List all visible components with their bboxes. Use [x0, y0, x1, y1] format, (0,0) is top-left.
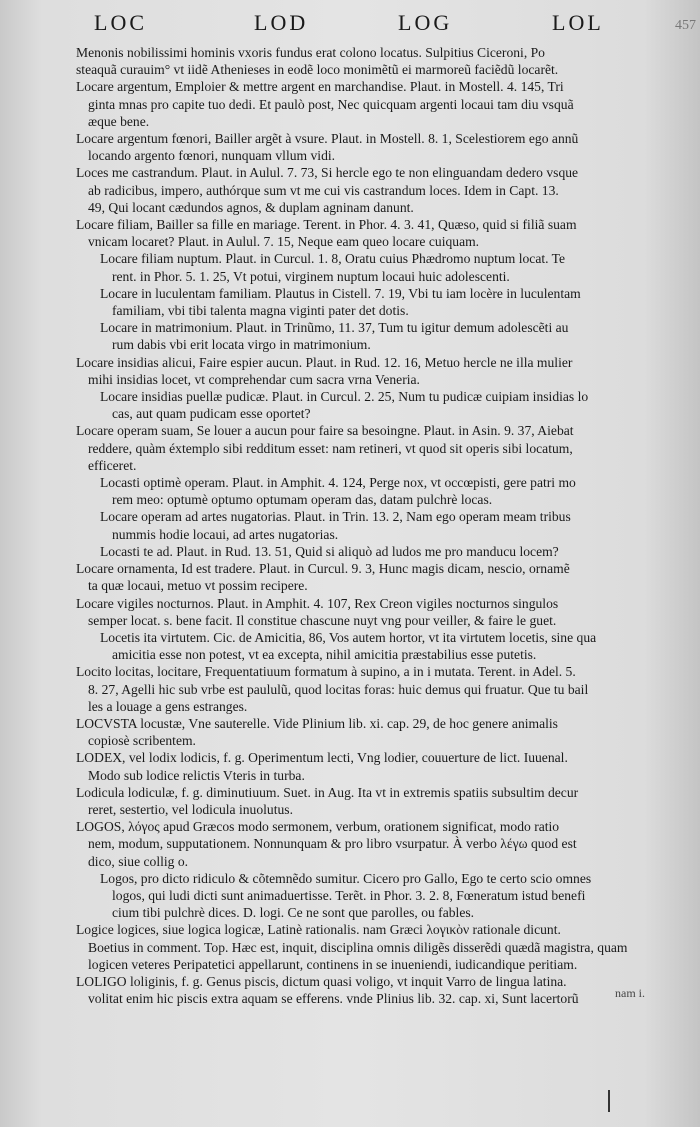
text-line: Locare argentum, Emploier & mettre argent en marchandise. Plaut. in Mostell. 4. 145, Tri — [76, 79, 564, 95]
text-line: 8. 27, Agelli hic sub vrbe est paululũ, quod locitas foras: huic demus qui fruatur. Que tu bail — [88, 681, 589, 697]
running-head-3: LOG — [398, 10, 453, 35]
text-line: dico, siue collig o. — [88, 853, 189, 869]
text-line: Locetis ita virtutem. Cic. de Amicitia, 86, Vos autem hortor, vt ita virtutem locetis, sine qua — [100, 629, 597, 645]
text-line: Locare insidias alicui, Faire espier aucun. Plaut. in Rud. 12. 16, Metuo hercle ne illa mulier — [76, 354, 573, 370]
text-line: æque bene. — [88, 113, 150, 129]
text-line: LOCVSTA locustæ, Vne sauterelle. Vide Plinium lib. xi. cap. 29, de hoc genere animalis — [76, 715, 558, 731]
text-line: vnicam locaret? Plaut. in Aulul. 7. 15, Neque eam queo locare cuiquam. — [88, 234, 480, 250]
text-line: rum dabis vbi erit locata virgo in matrimonium. — [112, 337, 371, 353]
text-line: Logice logices, siue logica logicæ, Latinè rationalis. nam Græci λογικὸν rationale dicunt. — [76, 922, 561, 938]
catchword: nam i. — [615, 986, 645, 1000]
text-line: locando argento fœnori, nunquam vllum vidi. — [88, 148, 336, 164]
text-line: logos, qui ludi dicti sunt animaduertisse. Terẽt. in Phor. 3. 2. 8, Fœneratum istud benefi — [112, 887, 586, 903]
text-line: Locare operam suam, Se louer a aucun pour faire sa besoingne. Plaut. in Asin. 9. 37, Aiebat — [76, 423, 574, 439]
text-line: les a louage a gens estranges. — [88, 698, 248, 714]
text-line: reret, sestertio, vel lodicula inuolutus. — [88, 801, 293, 817]
text-line: Locasti optimè operam. Plaut. in Amphit. 4. 124, Perge nox, vt occœpisti, gere patri mo — [100, 475, 576, 491]
text-line: nem, modum, supputationem. Nonnunquam & pro libro vsurpatur. À verbo λέγω quod est — [88, 836, 577, 852]
text-line: logicen veteres Peripatetici appellarunt, continens in se inueniendi, iudicandique peritiam. — [88, 956, 578, 972]
running-head — [0, 10, 700, 40]
text-line: steaquã curauim° vt iidẽ Athenieses in eodẽ loco monimẽtũ ei marmoreũ faciẽdũ locarẽt. — [76, 62, 559, 78]
text-line: Boetius in comment. Top. Hæc est, inquit, disciplina omnis diligẽs disserẽdi quædã magistra, quam — [88, 939, 628, 955]
text-line: Locare operam ad artes nugatorias. Plaut. in Trin. 13. 2, Nam ego operam meam tribus — [100, 509, 571, 525]
text-line: Modo sub lodice relictis Vteris in turba. — [88, 767, 305, 783]
text-line: LODEX, vel lodix lodicis, f. g. Operimentum lecti, Vng lodier, couuerture de lict. Iuuenal. — [76, 750, 568, 766]
text-line: volitat enim hic piscis extra aquam se efferens. vnde Plinius lib. 32. cap. xi, Sunt lacertorũ — [88, 991, 579, 1007]
running-head-1: LOC — [94, 10, 147, 35]
text-line: ab radicibus, impero, authórque sum vt me cui vis castrandum loces. Idem in Capt. 13. — [88, 182, 559, 198]
text-line: Locare filiam, Bailler sa fille en mariage. Terent. in Phor. 4. 3. 41, Quæso, quid si filiã suam — [76, 217, 577, 233]
text-line: Locare insidias puellæ pudicæ. Plaut. in Curcul. 2. 25, Num tu pudicæ cuipiam insidias lo — [100, 389, 589, 405]
text-line: Loces me castrandum. Plaut. in Aulul. 7. 73, Si hercle ego te non elinguandam dedero vsque — [76, 165, 579, 181]
text-line: cium tibi pulchrè dices. D. logi. Ce ne sont que parolles, ou fables. — [112, 905, 475, 921]
running-head-2: LOD — [254, 10, 309, 35]
text-line: amicitia esse non potest, vt ea excepta, nihil amicitia præstabilius esse putetis. — [112, 647, 537, 663]
page-number: 457 — [675, 18, 696, 33]
text-line: Lodicula lodiculæ, f. g. diminutiuum. Suet. in Aug. Ita vt in extremis spatiis subsultim decur — [76, 784, 579, 800]
text-line: copiosè scribentem. — [88, 733, 196, 749]
text-line: Locare vigiles nocturnos. Plaut. in Amphit. 4. 107, Rex Creon vigiles nocturnos singulos — [76, 595, 559, 611]
text-line: semper locat. s. bene facit. Il constitue chascune nuyt vng pour veiller, & faire le guet. — [88, 612, 557, 628]
text-line: reddere, quàm éxtemplo sibi redditum esset: nam retineri, vt quod sit operis sibi locatum, — [88, 440, 573, 456]
text-line: nummis hodie locaui, ad artes nugatorias. — [112, 526, 339, 542]
text-line: Locare in matrimonium. Plaut. in Trinũmo, 11. 37, Tum tu igitur demum adolescẽti au — [100, 320, 569, 336]
text-line: rent. in Phor. 5. 1. 25, Vt potui, virginem nuptum locaui huic adolescenti. — [112, 268, 510, 284]
text-line: mihi insidias locet, vt comprehendar cum sacra vrna Veneria. — [88, 371, 420, 387]
text-line: ta quæ locaui, metuo vt possim recipere. — [88, 578, 308, 594]
text-line: ginta mnas pro capite tuo dedi. Et paulò post, Nec quicquam argenti locaui tam diu vsquã — [88, 96, 574, 112]
text-line: efficeret. — [88, 457, 137, 473]
running-head-4: LOL — [552, 10, 604, 35]
text-line: Locare argentum fœnori, Bailler argẽt à vsure. Plaut. in Mostell. 8. 1, Scelestiorem ego annũ — [76, 131, 579, 147]
text-line: Menonis nobilissimi hominis vxoris fundus erat colono locatus. Sulpitius Ciceroni, Po — [76, 45, 545, 60]
dictionary-body — [76, 44, 676, 1007]
text-line: LOGOS, λόγος apud Græcos modo sermonem, verbum, orationem significat, modo ratio — [76, 819, 560, 835]
text-line: cas, aut quam pudicam esse oportet? — [112, 406, 311, 422]
text-line: 49, Qui locant cædundos agnos, & duplam agninam danunt. — [88, 199, 414, 215]
text-line: Locare in luculentam familiam. Plautus in Cistell. 7. 19, Vbi tu iam locère in luculentam — [100, 285, 581, 301]
text-line: familiam, vbi tibi talenta magna viginti pater det dotis. — [112, 303, 409, 319]
text-line: Locito locitas, locitare, Frequentatiuum formatum à supino, a in i mutata. Terent. in Adel. 5. — [76, 664, 576, 680]
margin-rule — [608, 1090, 610, 1112]
text-line: Locare filiam nuptum. Plaut. in Curcul. 1. 8, Oratu cuius Phædromo nuptum locat. Te — [100, 251, 566, 267]
text-line: rem meo: optumè optumo optumam operam das, datam pulchrè locas. — [112, 492, 493, 508]
text-line: LOLIGO loliginis, f. g. Genus piscis, dictum quasi voligo, vt inquit Varro de lingua latina. — [76, 973, 567, 989]
text-line: Logos, pro dicto ridiculo & cõtemnẽdo sumitur. Cicero pro Gallo, Ego te certo scio omnes — [100, 870, 592, 886]
text-line: Locare ornamenta, Id est tradere. Plaut. in Curcul. 9. 3, Hunc magis dicam, nescio, ornamẽ — [76, 561, 570, 577]
text-line: Locasti te ad. Plaut. in Rud. 13. 51, Quid si aliquò ad ludos me pro manducu locem? — [100, 543, 559, 559]
